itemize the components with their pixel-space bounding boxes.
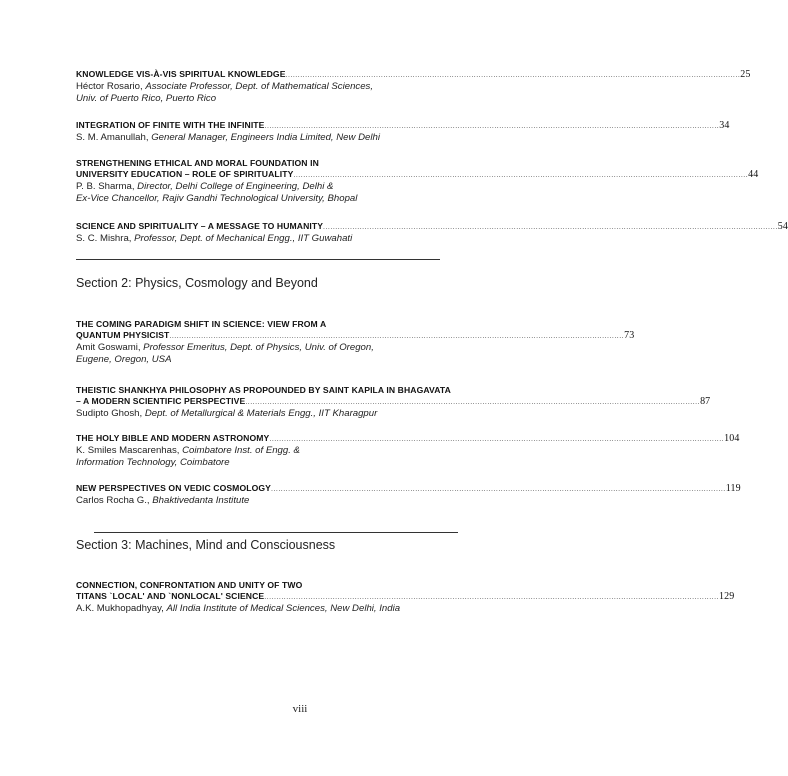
toc-entry-page: 104 <box>724 433 740 444</box>
toc-entry-title-text: KNOWLEDGE VIS-À-VIS SPIRITUAL KNOWLEDGE <box>76 69 286 79</box>
dot-leader: .......................................................................................................................................................................................... <box>264 594 719 601</box>
toc-entry-title-text: SCIENCE AND SPIRITUALITY – A MESSAGE TO HUMANITY <box>76 221 324 231</box>
toc-entry-author-line: S. C. Mishra, Professor, Dept. of Mechanical Engg., IIT Guwahati <box>76 233 353 244</box>
toc-entry-title <box>76 221 788 233</box>
dot-leader: .......................................................................................................................................................................................... <box>270 486 726 493</box>
dot-leader: .......................................................................................................................................................................................... <box>245 399 701 406</box>
section-3-heading: Section 3: Machines, Mind and Consciousness <box>76 538 336 552</box>
toc-entry-author-line: S. M. Amanullah, General Manager, Engineers India Limited, New Delhi <box>76 132 380 143</box>
dot-leader: .......................................................................................................................................................................................... <box>323 224 778 231</box>
toc-entry-title <box>76 483 741 495</box>
toc-entry-title <box>76 396 711 408</box>
toc-entry-page: 129 <box>719 591 735 602</box>
toc-entry-shankhya <box>76 385 711 420</box>
toc-entry-author-line: A.K. Mukhopadhyay, All India Institute of Medical Sciences, New Delhi, India <box>76 603 401 614</box>
toc-entry-title-line: THEISTIC SHANKHYA PHILOSOPHY AS PROPOUNDED BY SAINT KAPILA IN BHAGAVATA <box>76 385 451 395</box>
toc-entry-page: 119 <box>725 483 741 494</box>
toc-entry-title <box>76 69 751 81</box>
toc-entry-ethical <box>76 158 759 205</box>
toc-entry-author-line: Information Technology, Coimbatore <box>76 457 230 468</box>
toc-entry-title <box>76 120 730 132</box>
toc-entry-title-text: INTEGRATION OF FINITE WITH THE INFINITE <box>76 120 265 130</box>
section-divider <box>94 532 458 533</box>
toc-entry-title-text: TITANS `LOCAL' AND `NONLOCAL' SCIENCE <box>76 591 265 601</box>
toc-entry-science-spirituality <box>76 221 788 245</box>
toc-entry-title-text: – A MODERN SCIENTIFIC PERSPECTIVE <box>76 396 246 406</box>
dot-leader: .......................................................................................................................................................................................... <box>285 72 741 79</box>
toc-entry-title-text: NEW PERSPECTIVES ON VEDIC COSMOLOGY <box>76 483 271 493</box>
toc-entry-author-line: P. B. Sharma, Director, Delhi College of Engineering, Delhi & <box>76 181 334 192</box>
toc-entry-vedic-cosmology <box>76 483 741 507</box>
toc-entry-author-line: Amit Goswami, Professor Emeritus, Dept. of Physics, Univ. of Oregon, <box>76 342 374 353</box>
toc-entry-paradigm-shift <box>76 319 635 366</box>
toc-entry-author-line: K. Smiles Mascarenhas, Coimbatore Inst. of Engg. & <box>76 445 300 456</box>
toc-entry-title <box>76 591 735 603</box>
toc-entry-page: 34 <box>719 120 730 131</box>
toc-entry-integration <box>76 120 730 144</box>
toc-entry-title-text: QUANTUM PHYSICIST <box>76 330 170 340</box>
dot-leader: .......................................................................................................................................................................................... <box>269 436 725 443</box>
toc-entry-author-line: Héctor Rosario, Associate Professor, Dept. of Mathematical Sciences, <box>76 81 373 92</box>
toc-entry-page: 73 <box>624 330 635 341</box>
toc-entry-author-line: Univ. of Puerto Rico, Puerto Rico <box>76 93 217 104</box>
toc-entry-title-text: UNIVERSITY EDUCATION – ROLE OF SPIRITUALITY <box>76 169 294 179</box>
toc-entry-author-line: Sudipto Ghosh, Dept. of Metallurgical & Materials Engg., IIT Kharagpur <box>76 408 378 419</box>
section-divider <box>76 259 440 260</box>
toc-entry-author-line: Eugene, Oregon, USA <box>76 354 172 365</box>
page-number: viii <box>292 703 308 715</box>
section-2-heading: Section 2: Physics, Cosmology and Beyond <box>76 276 318 290</box>
toc-entry-titans <box>76 580 735 615</box>
toc-entry-author-line: Ex-Vice Chancellor, Rajiv Gandhi Technological University, Bhopal <box>76 193 358 204</box>
toc-entry-title-text: THE HOLY BIBLE AND MODERN ASTRONOMY <box>76 433 270 443</box>
toc-entry-page: 54 <box>777 221 788 232</box>
dot-leader: .......................................................................................................................................................................................... <box>264 123 720 130</box>
toc-entry-title <box>76 330 635 342</box>
toc-entry-title-line: THE COMING PARADIGM SHIFT IN SCIENCE: VIEW FROM A <box>76 319 327 329</box>
toc-entry-title <box>76 433 740 445</box>
toc-entry-title-line: STRENGTHENING ETHICAL AND MORAL FOUNDATION IN <box>76 158 319 168</box>
dot-leader: .......................................................................................................................................................................................... <box>293 172 749 179</box>
toc-entry-page: 44 <box>748 169 759 180</box>
toc-entry-author-line: Carlos Rocha G., Bhaktivedanta Institute <box>76 495 250 506</box>
toc-entry-holy-bible <box>76 433 740 469</box>
toc-entry-knowledge <box>76 69 751 105</box>
toc-entry-title <box>76 169 759 181</box>
toc-entry-page: 87 <box>700 396 711 407</box>
dot-leader: .......................................................................................................................................................................................... <box>169 333 625 340</box>
toc-entry-title-line: CONNECTION, CONFRONTATION AND UNITY OF TWO <box>76 580 303 590</box>
toc-entry-page: 25 <box>740 69 751 80</box>
